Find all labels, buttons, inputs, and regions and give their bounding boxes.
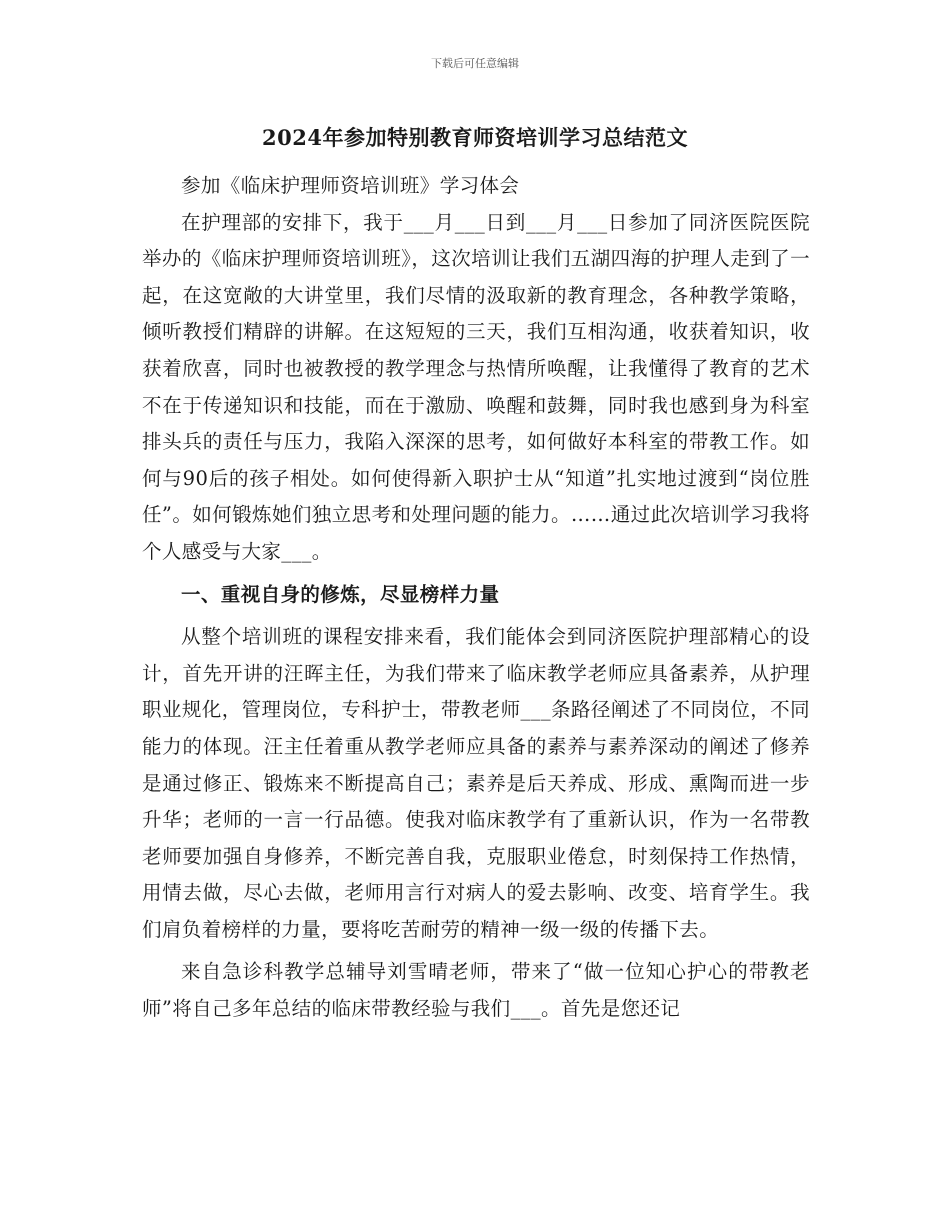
document-body <box>142 168 810 1028</box>
body-paragraph: 从整个培训班的课程安排来看，我们能体会到同济医院护理部精心的设计，首先开讲的汪晖主任，为我们带来了临床教学老师应具备素养，从护理职业规化，管理岗位，专科护士，带教老师___条路径阐述了不同岗位，不同能力的体现。汪主任着重从教学老师应具备的素养与素养深动的阐述了修养是通过修正、锻炼来不断提高自己；素养是后天养成、形成、熏陶而进一步升华；老师的一言一行品德。使我对临床教学有了重新认识，作为一名带教老师要加强自身修养，不断完善自我，克服职业倦怠，时刻保持工作热情，用情去做，尽心去做，老师用言行对病人的爱去影响、改变、培育学生。我们肩负着榜样的力量，要将吃苦耐劳的精神一级一级的传播下去。 <box>142 625 810 941</box>
header-note: 下载后可任意编辑 <box>431 57 519 70</box>
section-heading: 一、重视自身的修炼，尽显榜样力量 <box>181 582 500 606</box>
subtitle-paragraph: 参加《临床护理师资培训班》学习体会 <box>181 174 520 197</box>
body-paragraph: 在护理部的安排下，我于___月___日到___月___日参加了同济医院医院举办的《临床护理师资培训班》，这次培训让我们五湖四海的护理人走到了一起，在这宽敞的大讲堂里，我们尽情的汲取新的教育理念，各种教学策略，倾听教授们精辟的讲解。在这短短的三天，我们互相沟通，收获着知识，收获着欣喜，同时也被教授的教学理念与热情所唤醒，让我懂得了教育的艺术不在于传递知识和技能，而在于激励、唤醒和鼓舞，同时我也感到身为科室排头兵的责任与压力，我陷入深深的思考，如何做好本科室的带教工作。如何与90后的孩子相处。如何使得新入职护士从“知道”扎实地过渡到“岗位胜任”。如何锻炼她们独立思考和处理问题的能力。……通过此次培训学习我将个人感受与大家___。 <box>142 210 810 563</box>
document-title: 2024年参加特别教育师资培训学习总结范文 <box>262 125 688 150</box>
body-paragraph: 来自急诊科教学总辅导刘雪晴老师，带来了“做一位知心护心的带教老师”将自己多年总结的临床带教经验与我们___。首先是您还记 <box>142 960 810 1021</box>
